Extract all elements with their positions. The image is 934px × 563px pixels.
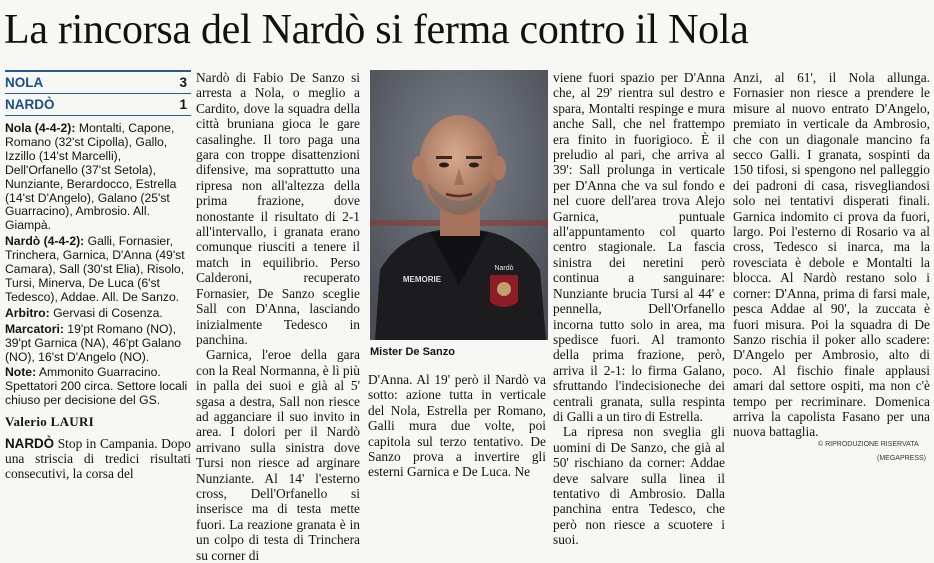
referee <box>5 307 191 321</box>
lead-dateline: NARDÒ <box>5 435 55 451</box>
jersey-sponsor-text: MEMORIE <box>402 275 442 284</box>
notes <box>5 366 191 408</box>
lineup-nola-text: Montalti, Capone, Romano (32'st Cipolla), Gallo, Izzillo (14'st Marcelli), Dell'Orfanello (37'st Setola), Nunziante, Berardocco, Estrella (14'st D'Angelo), Galano (25'st Guarracino), Ambrosio. All. Giampà. <box>5 121 177 233</box>
coach-portrait-image <box>370 70 548 340</box>
scorers <box>5 323 191 365</box>
away-team-score: 1 <box>179 96 187 112</box>
article-column-4 <box>553 70 725 548</box>
article-paragraph: D'Anna. Al 19' però il Nardò va sotto: azione tutta in verticale del Nola, Estrella per Romano, Galli mura due volte, poi capitola sul terzo tentativo. De Sanzo prova a invertire gli esterni Garnica e De Luca. Ne <box>368 372 546 480</box>
scorers-label: Marcatori: <box>5 321 64 336</box>
lineup-nola-label: Nola (4-4-2): <box>5 121 76 135</box>
match-facts <box>5 122 191 408</box>
lineup-nardo-text: Galli, Fornasier, Trinchera, Garnica, D'Anna (49'st Camara), Sall (30'st Elia), Risolo, Tursi, Minerva, De Luca (6'st Tedesco), Addae. All. De Sanzo. <box>5 234 185 304</box>
referee-text: Gervasi di Cosenza. <box>49 305 163 320</box>
notes-label: Note: <box>5 365 37 380</box>
article-paragraph: Anzi, al 61', il Nola allunga. Fornasier non riesce a prendere le misure al nuovo entrato D'Angelo, premiato in verticale da Ambrosio, che con un diagonale mancino fa secco Galli. I granata, sospinti da 150 tifosi, si spengono nel palleggio dei padroni di casa, risvegliandosi solo nei tentativi disperati finali. Garnica indomito ci prova da fuori, largo. Poi l'esterno di Rosario va al cross, Tedesco si inarca, ma la rovesciata è debole e Montalti la blocca. Al Nardò restano solo i corner: D'Anna, prima di farsi male, pesca Addae al 90', la zuccata è fuori misura. Poi la squadra di De Sanzo rischia il poker allo scadere: D'Angelo per Ambrosio, alto di poco. Al fischio finale applausi amari dal settore ospiti, ma non c'è tempo per recriminare. Domenica arriva la capolista Fasano per una nuova battaglia. <box>733 70 930 440</box>
notes-text: Ammonito Guarracino. Spettatori 200 circa. Settore locali chiuso per decisione del GS. <box>5 365 188 408</box>
article-paragraph: Nardò di Fabio De Sanzo si arresta a Nola, o meglio a Cardito, dove la squadra della città bruniana gioca le gare casalinghe. Il toro paga una gara con troppe disattenzioni difensive, ma soprattutto una ripresa non all'altezza della prima frazione, dove nonostante il risultato di 2-1 all'intervallo, i granata erano comunque riusciti a tenere il match in equilibrio. Perso Calderoni, recuperato Fornasier, De Sanzo sceglie Sall con D'Anna, lasciando inizialmente Tedesco in panchina. <box>196 70 360 347</box>
home-team-name: NOLA <box>5 74 44 90</box>
article-column-5 <box>733 70 930 440</box>
article-lead <box>5 436 191 482</box>
scoreboard-column <box>5 70 191 482</box>
lineup-nardo-label: Nardò (4-4-2): <box>5 234 85 249</box>
home-team-score: 3 <box>179 74 187 90</box>
scorers-text: 19'pt Romano (NO), 39'pt Garnica (NA), 46'pt Galano (NO), 16'st D'Angelo (NO). <box>5 321 182 364</box>
score-row-away <box>5 94 191 116</box>
referee-label: Arbitro: <box>5 305 50 320</box>
article-paragraph: La ripresa non sveglia gli uomini di De Sanzo, che già al 50' rischiano da corner: Addae deve salvare sulla linea il tentativo di Ambrosio. Dalla panchina entra Tedesco, che però non riesce a scuotere i suoi. <box>553 424 725 548</box>
jersey-club-text: Nardò <box>494 265 514 272</box>
coach-photo <box>370 70 548 340</box>
article-column-3 <box>368 372 546 480</box>
lineup-nola <box>5 122 191 233</box>
away-team-name: NARDÒ <box>5 96 55 112</box>
lineup-nardo <box>5 235 191 305</box>
lead-text: Stop in Campania. Dopo una striscia di tredici risultati consecutivi, la corsa del <box>5 435 191 482</box>
author-byline: Valerio LAURI <box>5 414 95 430</box>
article-paragraph: Garnica, l'eroe della gara con la Real Normanna, è lì più in palla dei suoi e già al 5' sgasa a destra, Sall non riesce ad agganciare il suo invito in area. I dolori per il Nardò arrivano sulla sinistra dove Tursi non riesce ad arginare Nunziante. Al 14' l'esterno cross, Dell'Orfanello si inserisce ma di testa mette fuori. La reazione granata è in un colpo di testa di Trinchera su corner di <box>196 347 360 563</box>
article-column-2 <box>196 70 360 563</box>
photo-agency-credit: (MEGAPRESS) <box>877 455 927 462</box>
photo-caption: Mister De Sanzo <box>370 346 455 358</box>
article-paragraph: viene fuori spazio per D'Anna che, al 29' rientra sul destro e spara, Montalti respinge e mura anche Sall, che nel frattempo era finito in fuorigioco. È il preludio al pari, che arriva al 39': Sall prolunga in verticale per D'Anna che va sul fondo e nel cuore dell'area trova Alejo Garnica, puntuale all'appuntamento col quarto centro stagionale. La fascia sinistra dei neretini però continua a sanguinare: Nunziante brucia Tursi al 44' e pennella, Dell'Orfanello incorna tutto solo in area, ma spedisce fuori. Al tramonto della prima frazione, però, arriva il 2-1: lo firma Galano, sfruttando l'indecisioneche dei centrali granata, sulla respinta di Galli a un tiro di Estrella. <box>553 70 725 424</box>
page-title: La rincorsa del Nardò si ferma contro il Nola <box>4 7 749 53</box>
score-row-home <box>5 70 191 94</box>
copyright-notice: © RIPRODUZIONE RISERVATA <box>818 441 919 448</box>
